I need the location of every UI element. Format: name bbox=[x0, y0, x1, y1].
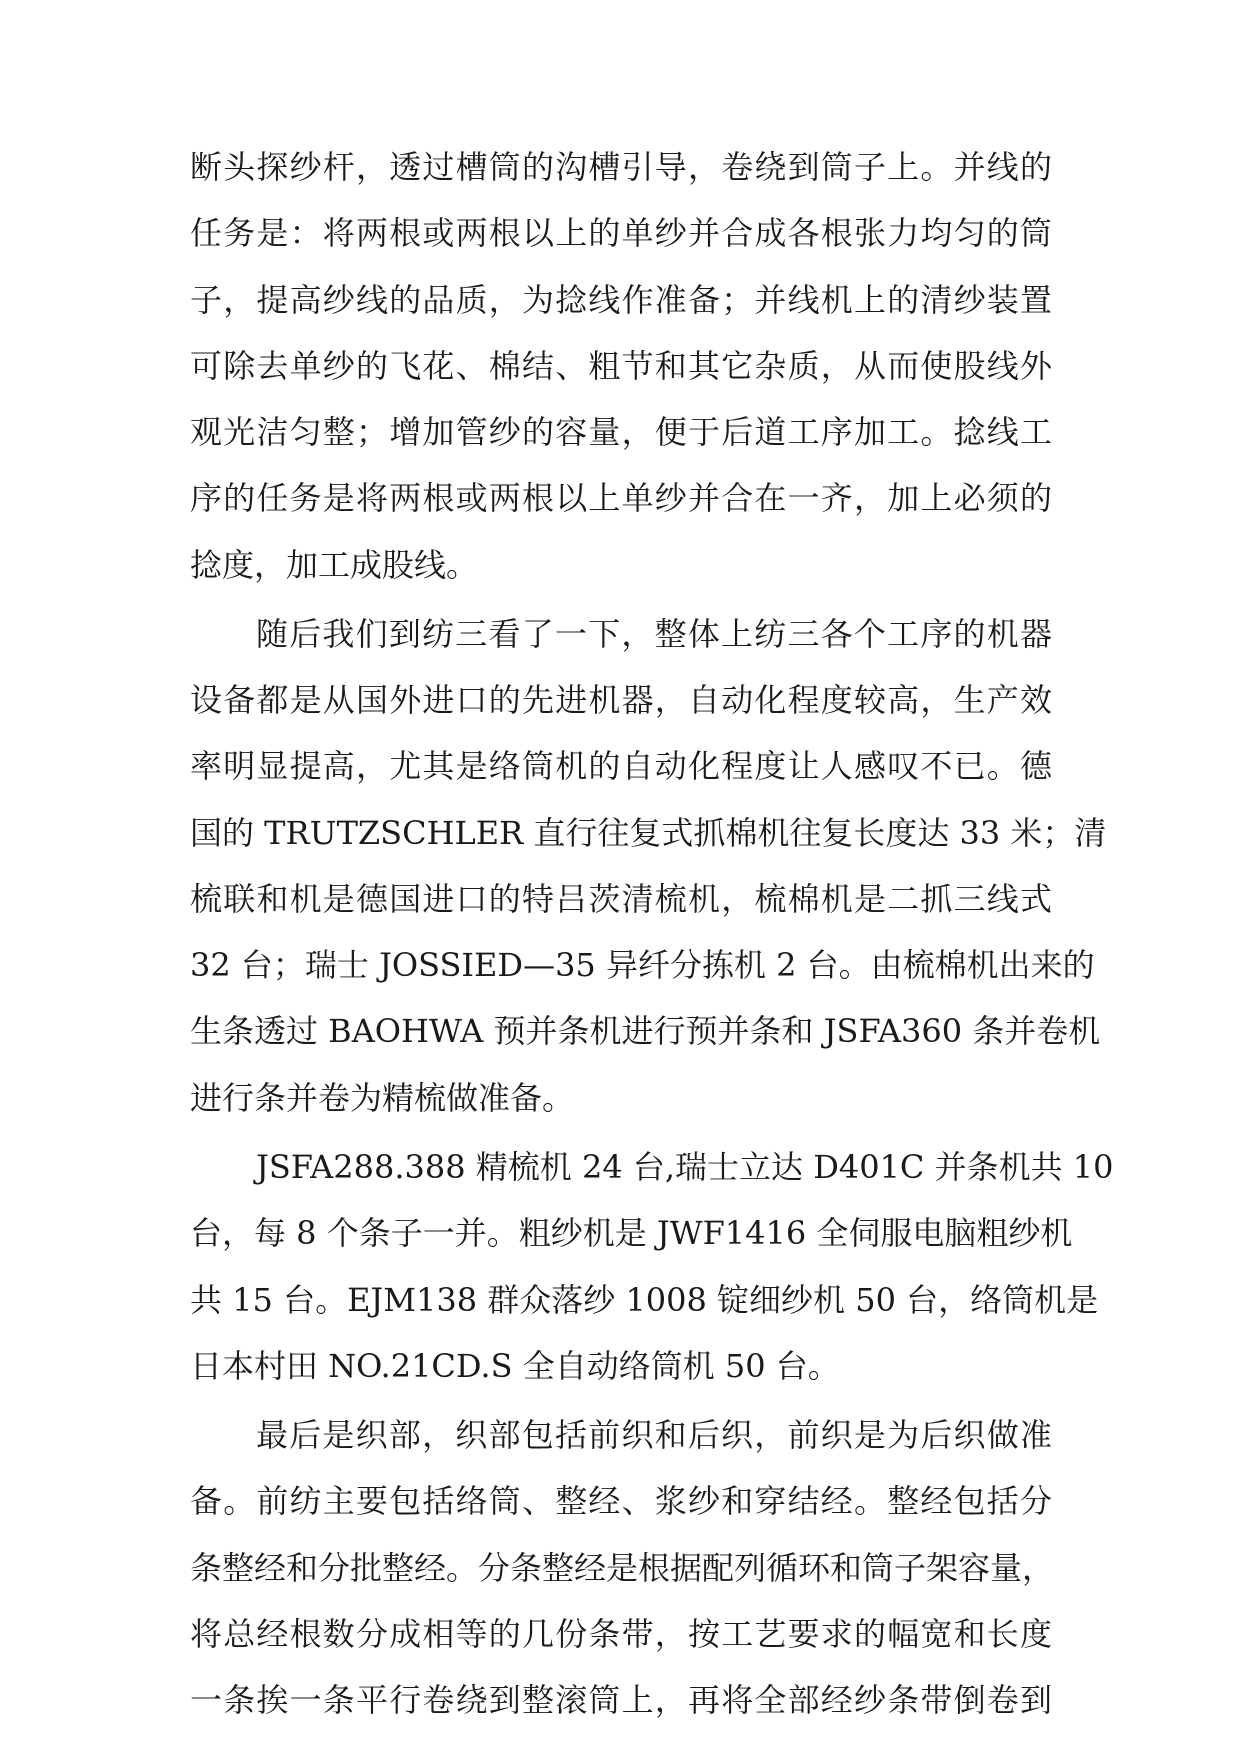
text-line: 设备都是从国外进口的先进机器，自动化程度较高，生产效 bbox=[190, 681, 1052, 719]
text-line: 国的 TRUTZSCHLER 直行往复式抓棉机往复长度达 33 米；清 bbox=[190, 814, 1107, 852]
text-line: 条整经和分批整经。分条整经是根据配列循环和筒子架容量， bbox=[190, 1549, 1055, 1587]
text-line: 最后是织部，织部包括前织和后织，前织是为后织做准 bbox=[256, 1416, 1052, 1454]
text-line: 将总经根数分成相等的几份条带，按工艺要求的幅宽和长度 bbox=[190, 1615, 1052, 1653]
text-line: 32 台；瑞士 JOSSIED—35 异纤分拣机 2 台。由梳棉机出来的 bbox=[190, 946, 1095, 984]
text-line: 可除去单纱的飞花、棉结、粗节和其它杂质，从而使股线外 bbox=[190, 347, 1052, 385]
text-line: 生条透过 BAOHWA 预并条机进行预并条和 JSFA360 条并卷机 bbox=[190, 1012, 1101, 1050]
text-line: 任务是：将两根或两根以上的单纱并合成各根张力均匀的筒 bbox=[190, 214, 1052, 252]
text-line: 子，提高纱线的品质，为捻线作准备；并线机上的清纱装置 bbox=[190, 281, 1052, 319]
text-line: 日本村田 NO.21CD.S 全自动络筒机 50 台。 bbox=[190, 1347, 840, 1385]
text-line: JSFA288.388 精梳机 24 台,瑞士立达 D401C 并条机共 10 bbox=[256, 1148, 1114, 1186]
text-line: 进行条并卷为精梳做准备。 bbox=[190, 1079, 575, 1117]
text-line: 备。前纺主要包括络筒、整经、浆纱和穿结经。整经包括分 bbox=[190, 1482, 1052, 1520]
text-line: 率明显提高，尤其是络筒机的自动化程度让人感叹不已。德 bbox=[190, 747, 1052, 785]
text-line: 梳联和机是德国进口的特吕茨清梳机，梳棉机是二抓三线式 bbox=[190, 880, 1052, 918]
text-line: 共 15 台。EJM138 群众落纱 1008 锭细纱机 50 台，络筒机是 bbox=[190, 1281, 1099, 1319]
text-line: 一条挨一条平行卷绕到整滚筒上，再将全部经纱条带倒卷到 bbox=[190, 1681, 1052, 1719]
text-line: 断头探纱杆，透过槽筒的沟槽引导，卷绕到筒子上。并线的 bbox=[190, 148, 1052, 186]
text-line: 台，每 8 个条子一并。粗纱机是 JWF1416 全伺服电脑粗纱机 bbox=[190, 1214, 1073, 1252]
text-line: 随后我们到纺三看了一下，整体上纺三各个工序的机器 bbox=[256, 615, 1052, 653]
text-line: 序的任务是将两根或两根以上单纱并合在一齐，加上必须的 bbox=[190, 479, 1052, 517]
text-line: 观光洁匀整；增加管纱的容量，便于后道工序加工。捻线工 bbox=[190, 413, 1052, 451]
text-line: 捻度，加工成股线。 bbox=[190, 546, 479, 584]
